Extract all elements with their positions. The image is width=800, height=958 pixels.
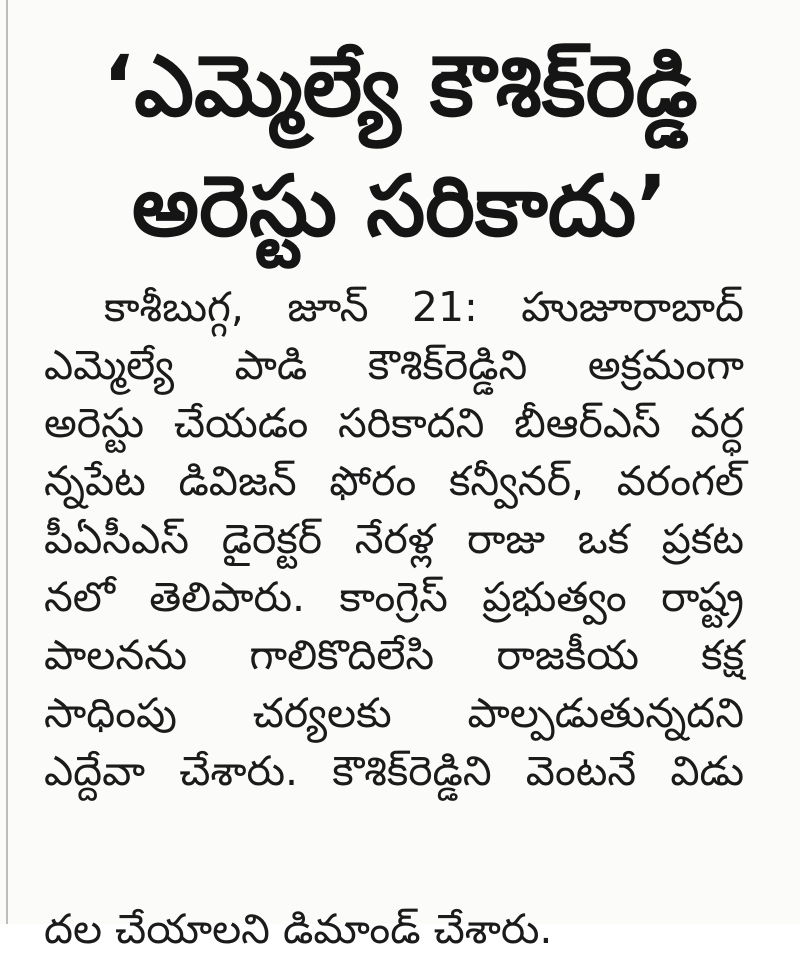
article-line: సాధింపు చర్యలకు పాల్పడుతున్నదని [44,689,744,737]
article-body [44,278,744,800]
article-cut-line [44,904,744,953]
article-line: నలో తెలిపారు. కాంగ్రెస్ ప్రభుత్వం రాష్ట్ర [44,573,744,621]
article-line-partial: దల చేయాలని డిమాండ్ చేశారు. [44,905,553,953]
headline-line-1: ‘ఎమ్మెల్యే కౌశిక్‌రెడ్డి [102,37,698,135]
article-line: పాలనను గాలికొదిలేసి రాజకీయ కక్ష [44,631,744,679]
article-line: న్నపేట డివిజన్ ఫోరం కన్వీనర్, వరంగల్ [44,457,744,505]
column-rule [6,0,8,924]
article-line: ఎమ్మెల్యే పాడి కౌశిక్‌రెడ్డిని అక్రమంగా [44,341,744,389]
article-line: కాశీబుగ్గ, జూన్ 21: హుజూరాబాద్ [104,283,744,331]
article-line: పీఏసీఎస్ డైరెక్టర్ నేరళ్ల రాజు ఒక ప్రకట [44,515,744,563]
headline-line-2: అరెస్టు సరికాదు’ [131,157,669,255]
article-line: ఎద్దేవా చేశారు. కౌశిక్‌రెడ్డిని వెంటనే విడు [44,747,744,795]
article-line: అరెస్టు చేయడం సరికాదని బీఆర్ఎస్ వర్ధ [44,399,744,447]
